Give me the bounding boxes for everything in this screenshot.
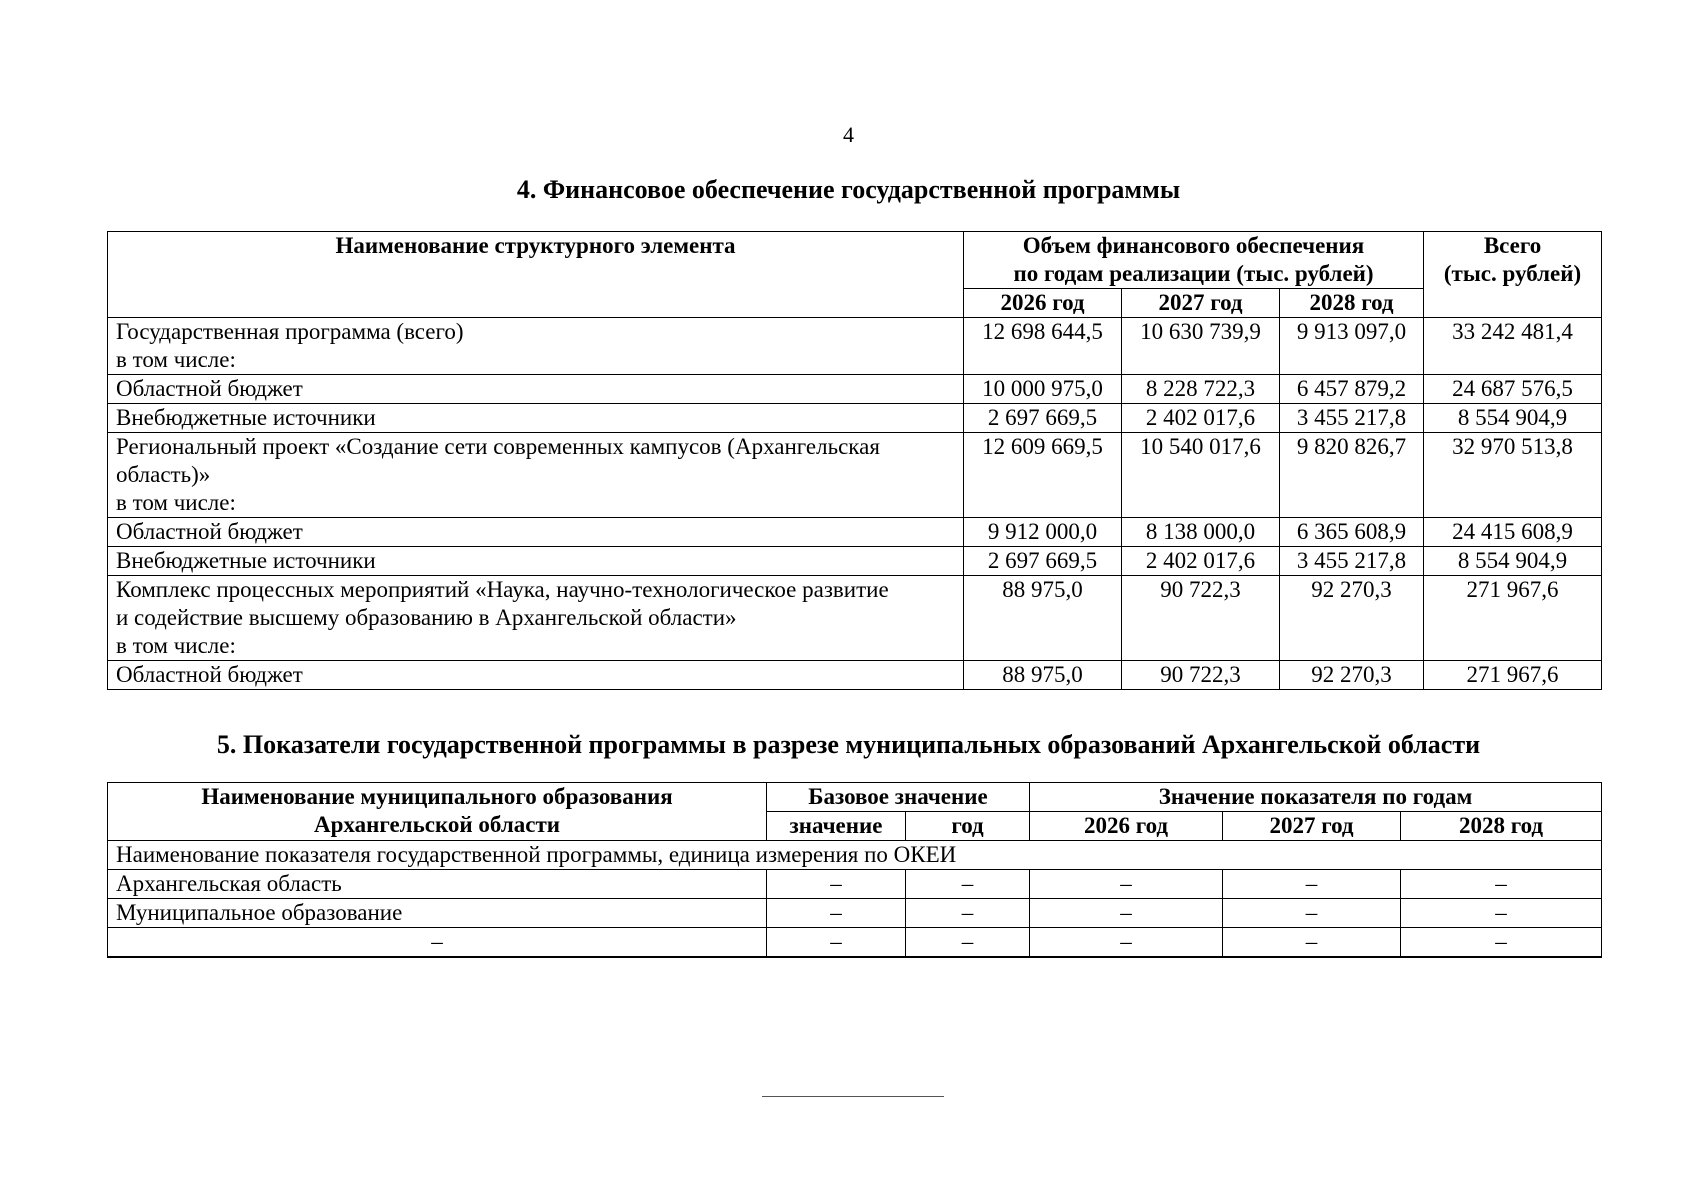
value-2026: 2 697 669,5 — [964, 404, 1122, 433]
structural-element-name — [108, 547, 964, 576]
name-line: область)» — [116, 462, 211, 487]
value-2028: 92 270,3 — [1280, 661, 1424, 690]
value-2026: 2 697 669,5 — [964, 547, 1122, 576]
indicator-value: – — [1223, 870, 1401, 899]
header-structural-element: Наименование структурного элемента — [108, 232, 964, 318]
name-line: Областной бюджет — [116, 662, 303, 687]
value-2027: 90 722,3 — [1122, 576, 1280, 661]
value-2028: 92 270,3 — [1280, 576, 1424, 661]
value-2028: 9 820 826,7 — [1280, 433, 1424, 518]
value-2027: 8 228 722,3 — [1122, 375, 1280, 404]
table-row — [108, 576, 1602, 661]
header-year-2026: 2026 год — [964, 289, 1122, 318]
value-2026: 88 975,0 — [964, 661, 1122, 690]
header-municipality-line1: Наименование муниципального образования — [201, 784, 673, 809]
value-total: 271 967,6 — [1424, 661, 1602, 690]
name-line: Областной бюджет — [116, 519, 303, 544]
name-line: и содействие высшему образованию в Архангельской области» — [116, 605, 737, 630]
header-financing-volume — [964, 232, 1424, 289]
table-row — [108, 518, 1602, 547]
financing-body — [108, 318, 1602, 690]
header-ind-year-2028: 2028 год — [1401, 812, 1602, 841]
indicators-body — [108, 870, 1602, 958]
header-year-2027: 2027 год — [1122, 289, 1280, 318]
indicator-value: – — [767, 928, 906, 958]
structural-element-name — [108, 518, 964, 547]
municipality-name: Муниципальное образование — [108, 899, 767, 928]
table-row — [108, 661, 1602, 690]
value-2028: 6 365 608,9 — [1280, 518, 1424, 547]
header-municipality — [108, 783, 767, 841]
header-base-value-value: значение — [767, 812, 906, 841]
header-values-by-year: Значение показателя по годам — [1030, 783, 1602, 812]
name-line: в том числе: — [116, 633, 236, 658]
section-5-title: 5. Показатели государственной программы в разрезе муниципальных образований Архангельской области — [216, 730, 1481, 759]
header-base-value: Базовое значение — [767, 783, 1030, 812]
table-row — [108, 318, 1602, 375]
value-2027: 2 402 017,6 — [1122, 404, 1280, 433]
indicator-value: – — [1223, 899, 1401, 928]
value-2027: 8 138 000,0 — [1122, 518, 1280, 547]
table-row — [108, 870, 1602, 899]
section-4-title: 4. Финансовое обеспечение государственной программы — [516, 175, 1181, 204]
name-line: Региональный проект «Создание сети современных кампусов (Архангельская — [116, 434, 880, 459]
header-total-line2: (тыс. рублей) — [1443, 261, 1582, 286]
value-total: 271 967,6 — [1424, 576, 1602, 661]
indicator-value: – — [1401, 870, 1602, 899]
value-total: 8 554 904,9 — [1424, 547, 1602, 576]
indicator-value: – — [906, 870, 1030, 899]
financing-table — [107, 231, 1602, 690]
value-2026: 12 609 669,5 — [964, 433, 1122, 518]
value-2026: 12 698 644,5 — [964, 318, 1122, 375]
indicator-value: – — [1401, 928, 1602, 958]
header-total-line1: Всего — [1483, 233, 1542, 258]
indicator-name-cell: Наименование показателя государственной программы, единица измерения по ОКЕИ — [108, 841, 1602, 870]
header-ind-year-2026: 2026 год — [1030, 812, 1223, 841]
name-line: Внебюджетные источники — [116, 405, 376, 430]
structural-element-name — [108, 375, 964, 404]
indicator-value: – — [767, 870, 906, 899]
structural-element-name — [108, 576, 964, 661]
header-ind-year-2027: 2027 год — [1223, 812, 1401, 841]
header-municipality-line2: Архангельской области — [313, 812, 560, 837]
value-2026: 9 912 000,0 — [964, 518, 1122, 547]
indicator-value: – — [1401, 899, 1602, 928]
value-2027: 10 630 739,9 — [1122, 318, 1280, 375]
table-row — [108, 928, 1602, 958]
indicators-table — [107, 782, 1602, 958]
value-total: 8 554 904,9 — [1424, 404, 1602, 433]
value-2027: 10 540 017,6 — [1122, 433, 1280, 518]
indicator-value: – — [1030, 928, 1223, 958]
header-year-2028: 2028 год — [1280, 289, 1424, 318]
value-2027: 90 722,3 — [1122, 661, 1280, 690]
name-line: Областной бюджет — [116, 376, 303, 401]
value-total: 32 970 513,8 — [1424, 433, 1602, 518]
structural-element-name — [108, 433, 964, 518]
structural-element-name — [108, 404, 964, 433]
municipality-name: – — [108, 928, 767, 958]
table-row — [108, 433, 1602, 518]
value-2028: 3 455 217,8 — [1280, 547, 1424, 576]
name-line: Государственная программа (всего) — [116, 319, 464, 344]
indicator-name-row — [108, 841, 1602, 870]
value-total: 33 242 481,4 — [1424, 318, 1602, 375]
structural-element-name — [108, 661, 964, 690]
page-number: 4 — [843, 122, 854, 147]
name-line: в том числе: — [116, 490, 236, 515]
name-line: Внебюджетные источники — [116, 548, 376, 573]
value-2027: 2 402 017,6 — [1122, 547, 1280, 576]
value-2026: 10 000 975,0 — [964, 375, 1122, 404]
indicator-value: – — [906, 928, 1030, 958]
indicator-value: – — [1030, 870, 1223, 899]
value-total: 24 415 608,9 — [1424, 518, 1602, 547]
value-total: 24 687 576,5 — [1424, 375, 1602, 404]
indicator-value: – — [906, 899, 1030, 928]
indicator-value: – — [767, 899, 906, 928]
table-row — [108, 547, 1602, 576]
header-volume-line1: Объем финансового обеспечения — [1022, 233, 1365, 258]
table-row — [108, 899, 1602, 928]
header-volume-line2: по годам реализации (тыс. рублей) — [1013, 261, 1374, 286]
name-line: Комплекс процессных мероприятий «Наука, научно-технологическое развитие — [116, 577, 889, 602]
structural-element-name — [108, 318, 964, 375]
indicator-value: – — [1223, 928, 1401, 958]
header-base-value-year: год — [906, 812, 1030, 841]
indicators-header-row — [108, 783, 1602, 812]
value-2028: 3 455 217,8 — [1280, 404, 1424, 433]
value-2028: 6 457 879,2 — [1280, 375, 1424, 404]
value-2026: 88 975,0 — [964, 576, 1122, 661]
footer-rule — [762, 1096, 944, 1097]
table-row — [108, 404, 1602, 433]
value-2028: 9 913 097,0 — [1280, 318, 1424, 375]
table-row — [108, 375, 1602, 404]
indicator-value: – — [1030, 899, 1223, 928]
municipality-name: Архангельская область — [108, 870, 767, 899]
financing-header-row — [108, 232, 1602, 289]
name-line: в том числе: — [116, 347, 236, 372]
header-total — [1424, 232, 1602, 318]
